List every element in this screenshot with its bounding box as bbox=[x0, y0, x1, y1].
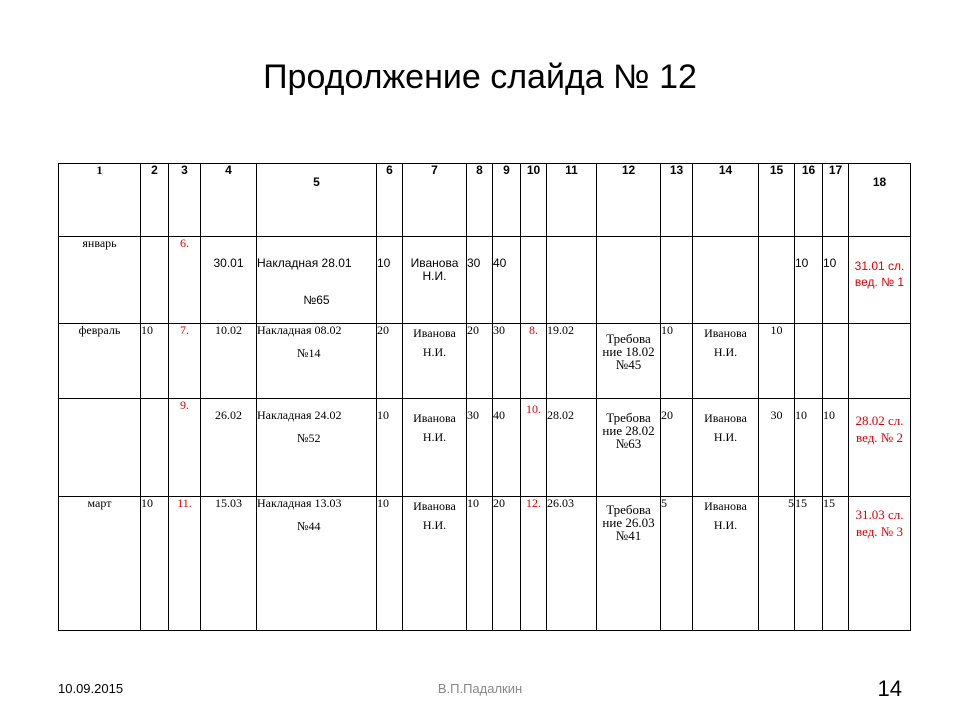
header-cell: 8 bbox=[467, 164, 493, 237]
header-cell: 14 bbox=[693, 164, 759, 237]
qty-cell: 10 bbox=[823, 237, 849, 324]
qty-cell: 20 bbox=[493, 497, 521, 631]
qty-cell: 10 bbox=[141, 497, 169, 631]
entry-number: 10. bbox=[521, 399, 547, 497]
header-cell: 17 bbox=[823, 164, 849, 237]
month-cell: март bbox=[59, 497, 141, 631]
header-cell: 6 bbox=[377, 164, 403, 237]
qty-cell: 10 bbox=[377, 237, 403, 324]
document-number: №65 bbox=[303, 292, 330, 307]
entry-number: 9. bbox=[169, 399, 201, 497]
entry-number bbox=[521, 237, 547, 324]
qty-cell bbox=[141, 399, 169, 497]
qty-cell: 5 bbox=[759, 497, 795, 631]
person-cell: Иванова Н.И. bbox=[693, 399, 759, 497]
qty-cell: 30 bbox=[467, 399, 493, 497]
qty-cell: 40 bbox=[493, 399, 521, 497]
qty-cell: 40 bbox=[493, 237, 521, 324]
summary-cell: 31.01 сл. вед. № 1 bbox=[849, 237, 911, 324]
footer-author: В.П.Падалкин bbox=[437, 681, 523, 696]
header-cell: 1 bbox=[59, 164, 141, 237]
entry-number: 8. bbox=[521, 324, 547, 399]
date-cell: 26.03 bbox=[547, 497, 597, 631]
requisition-cell: Требова ние 28.02 №63 bbox=[597, 399, 661, 497]
entry-number: 11. bbox=[169, 497, 201, 631]
qty-cell: 10 bbox=[377, 497, 403, 631]
document-number: №52 bbox=[297, 430, 321, 445]
qty-cell: 30 bbox=[467, 237, 493, 324]
slide-title: Продолжение слайда № 12 bbox=[263, 58, 697, 96]
qty-cell bbox=[795, 324, 823, 399]
table-row bbox=[59, 497, 911, 631]
date-cell bbox=[547, 237, 597, 324]
date-cell: 19.02 bbox=[547, 324, 597, 399]
document-cell bbox=[257, 237, 377, 324]
header-cell: 10 bbox=[521, 164, 547, 237]
qty-cell: 5 bbox=[661, 497, 693, 631]
qty-cell bbox=[823, 324, 849, 399]
qty-cell: 30 bbox=[759, 399, 795, 497]
header-cell: 4 bbox=[201, 164, 257, 237]
month-cell: январь bbox=[59, 237, 141, 324]
header-cell: 5 bbox=[257, 164, 377, 237]
page-number: 14 bbox=[877, 676, 902, 701]
qty-cell: 20 bbox=[377, 324, 403, 399]
requisition-cell: Требова ние 18.02 №45 bbox=[597, 324, 661, 399]
document-title: Накладная 08.02 bbox=[257, 323, 342, 337]
person-cell: Иванова Н.И. bbox=[403, 497, 467, 631]
table-row bbox=[59, 324, 911, 399]
qty-cell bbox=[141, 237, 169, 324]
footer-date: 10.09.2015 bbox=[58, 681, 124, 696]
qty-cell: 10 bbox=[377, 399, 403, 497]
requisition-cell bbox=[597, 237, 661, 324]
header-cell: 3 bbox=[169, 164, 201, 237]
qty-cell bbox=[759, 237, 795, 324]
document-title: Накладная 13.03 bbox=[257, 496, 342, 510]
table-row bbox=[59, 399, 911, 497]
person-cell: Иванова Н.И. bbox=[693, 497, 759, 631]
date-cell: 26.02 bbox=[201, 399, 257, 497]
header-cell: 15 bbox=[759, 164, 795, 237]
qty-cell: 15 bbox=[795, 497, 823, 631]
month-cell bbox=[59, 399, 141, 497]
qty-cell: 10 bbox=[661, 324, 693, 399]
summary-cell bbox=[849, 324, 911, 399]
header-cell: 2 bbox=[141, 164, 169, 237]
qty-cell: 10 bbox=[141, 324, 169, 399]
entry-number: 12. bbox=[521, 497, 547, 631]
document-title: Накладная 28.01 bbox=[257, 256, 352, 270]
ledger-table bbox=[58, 163, 911, 631]
summary-cell: 28.02 сл. вед. № 2 bbox=[849, 399, 911, 497]
person-cell: Иванова Н.И. bbox=[403, 324, 467, 399]
document-cell bbox=[257, 497, 377, 631]
qty-cell: 10 bbox=[823, 399, 849, 497]
entry-number: 7. bbox=[169, 324, 201, 399]
header-cell: 7 bbox=[403, 164, 467, 237]
header-cell: 11 bbox=[547, 164, 597, 237]
qty-cell: 20 bbox=[467, 324, 493, 399]
qty-cell: 10 bbox=[795, 237, 823, 324]
qty-cell: 30 bbox=[493, 324, 521, 399]
qty-cell: 10 bbox=[759, 324, 795, 399]
qty-cell: 10 bbox=[467, 497, 493, 631]
header-cell: 16 bbox=[795, 164, 823, 237]
date-cell: 10.02 bbox=[201, 324, 257, 399]
document-cell bbox=[257, 324, 377, 399]
document-number: №14 bbox=[297, 345, 321, 360]
header-cell: 18 bbox=[849, 164, 911, 237]
date-cell: 28.02 bbox=[547, 399, 597, 497]
header-cell: 9 bbox=[493, 164, 521, 237]
summary-cell: 31.03 сл. вед. № 3 bbox=[849, 497, 911, 631]
qty-cell: 10 bbox=[795, 399, 823, 497]
person-cell bbox=[693, 237, 759, 324]
date-cell: 30.01 bbox=[201, 237, 257, 324]
header-cell: 13 bbox=[661, 164, 693, 237]
table-row bbox=[59, 237, 911, 324]
header-row bbox=[59, 164, 911, 237]
month-cell: февраль bbox=[59, 324, 141, 399]
person-cell: Иванова Н.И. bbox=[403, 237, 467, 324]
requisition-cell: Требова ние 26.03 №41 bbox=[597, 497, 661, 631]
header-cell: 12 bbox=[597, 164, 661, 237]
qty-cell bbox=[661, 237, 693, 324]
entry-number: 6. bbox=[169, 237, 201, 324]
document-title: Накладная 24.02 bbox=[257, 408, 342, 422]
person-cell: Иванова Н.И. bbox=[693, 324, 759, 399]
qty-cell: 15 bbox=[823, 497, 849, 631]
person-cell: Иванова Н.И. bbox=[403, 399, 467, 497]
document-cell bbox=[257, 399, 377, 497]
date-cell: 15.03 bbox=[201, 497, 257, 631]
document-number: №44 bbox=[297, 518, 321, 533]
qty-cell: 20 bbox=[661, 399, 693, 497]
